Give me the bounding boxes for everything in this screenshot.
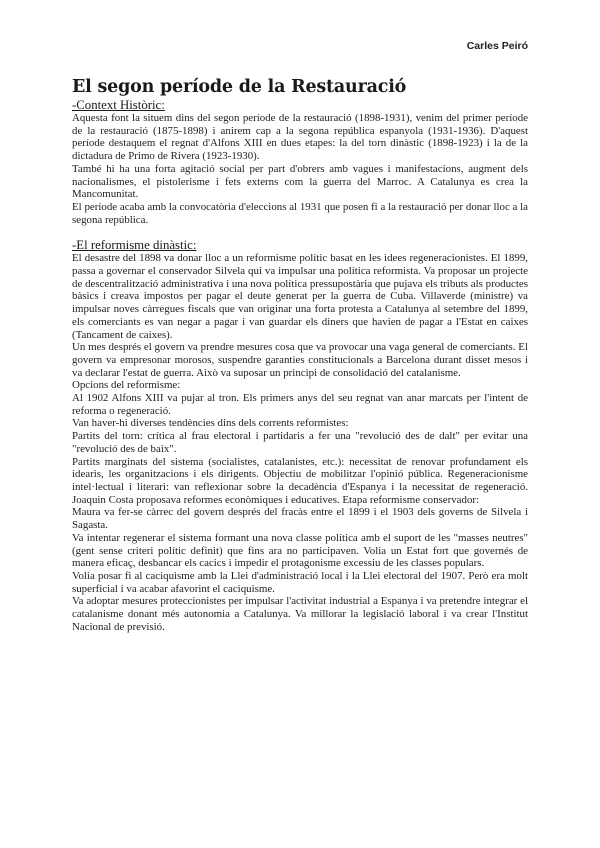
paragraph-reformism-3: Opcions del reformisme: xyxy=(72,379,181,392)
paragraph-reformism-8: Maura va fer-se càrrec del govern després del fracàs entre el 1899 i el 1903 dels governs de Silvela i Sagasta. xyxy=(72,506,528,532)
paragraph-context-1: Aquesta font la situem dins del segon període de la restauració (1898-1931), venim del primer període de la restauració (1875-1898) i anirem cap a la segona república espanyola (1931-1936). D'aquest període destaquem el regnat d'Alfons XIII en dues etapes: la del torn dinàstic (1898-1923) i la de la dictadura de Primo de Rivera (1923-1930). xyxy=(72,112,528,163)
document-title: El segon període de la Restauració xyxy=(72,77,407,97)
paragraph-context-3: El període acaba amb la convocatòria d'eleccions al 1931 que posen fi a la restauració per donar lloc a la segona república. xyxy=(72,200,528,226)
paragraph-reformism-10: Volia posar fi al caciquisme amb la Llei d'administració local i la Llei electoral del 1907. Però era molt superficial i va acabar afavorint el caciquisme. xyxy=(72,569,528,595)
paragraph-reformism-6: Partits del torn: crítica al frau electoral i partidaris a fer una "revolució des de dalt" per evitar una "revolució des de baix". xyxy=(72,430,528,455)
paragraph-reformism-4: Al 1902 Alfons XIII va pujar al tron. Els primers anys del seu regnat van anar marcats per l'intent de reforma o regeneració. xyxy=(72,392,528,417)
paragraph-reformism-9: Va intentar regenerar el sistema formant una nova classe política amb el suport de les "masses neutres" (gent sense criteri polític definit) que fins ara no participaven. Volia un Estat fort que governés de manera eficaç, desbancar els cacics i impedir el protagonisme excessiu de les classes populars. xyxy=(72,531,528,570)
paragraph-reformism-2: Un mes després el govern va prendre mesures cosa que va provocar una vaga general de comerciants. El govern va empresonar morosos, suspendre garanties constitucionals a Barcelona durant disset mesos i va declarar l'estat de guerra. Això va suposar un principi de consolidació del catalanisme. xyxy=(72,341,528,379)
section-heading-context: -Context Històric: xyxy=(72,98,165,112)
paragraph-reformism-1: El desastre del 1898 va donar lloc a un reformisme polític basat en les idees regeneracionistes. El 1899, passa a governar el conservador Silvela qui va impulsar una política reformista. Va proposar un projecte de descentralització administrativa i una nova política pressupostària que pujava els tributs als productes bàsics i creava impostos per pagar el deute generat per la guerra de Cuba. Villaverde (ministre) va impulsar noves càrregues fiscals que van originar una forta protesta a Catalunya al setembre del 1899, els comerciants es van negar a pagar i van guardar els diners que havien de pagar a l'Estat en caixes (Tancament de caixes). xyxy=(72,252,528,341)
paragraph-context-2: També hi ha una forta agitació social per part d'obrers amb vagues i manifestacions, augment dels nacionalismes, el pistolerisme i fets externs com la guerra del Marroc. A Catalunya es crea la Mancomunitat. xyxy=(72,162,528,201)
author-name: Carles Peiró xyxy=(466,40,528,52)
paragraph-reformism-11: Va adoptar mesures proteccionistes per impulsar l'activitat industrial a Espanya i va pretendre integrar el catalanisme donant més autonomia a Catalunya. Va millorar la legislació laboral i va crear l'Institut Nacional de previsió. xyxy=(72,595,528,633)
paragraph-reformism-5: Van haver-hi diverses tendències dins dels corrents reformistes: xyxy=(72,417,349,430)
paragraph-reformism-7: Partits marginats del sistema (socialistes, catalanistes, etc.): necessitat de renovar profundament els idearis, les organitzacions i els dirigents. Objectiu de mobilitzar l'opinió pública. Regeneracionisme intel·lectual i literari: van reflexionar sobre la decadència d'Espanya i la necessitat de regeneració. Joaquin Costa proposava reformes econòmiques i educatives. Etapa reformisme conservador: xyxy=(72,455,528,506)
document-content xyxy=(72,77,528,633)
section-gap xyxy=(72,226,528,238)
section-heading-reformism: -El reformisme dinàstic: xyxy=(72,238,197,253)
